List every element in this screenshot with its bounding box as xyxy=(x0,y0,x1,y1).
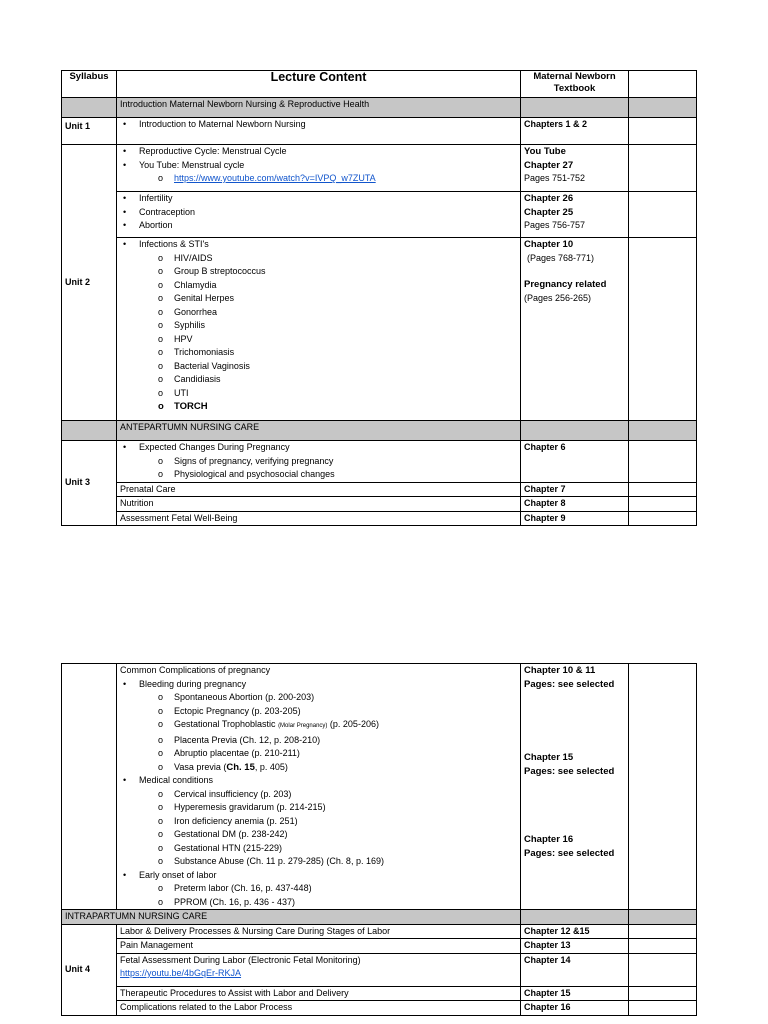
header-syllabus: Syllabus xyxy=(62,71,117,98)
unit2-block1-content xyxy=(117,145,521,192)
list-item: o Preterm labor (Ch. 16, p. 437-448) xyxy=(120,882,517,896)
section-row-intrapartum xyxy=(62,910,697,925)
section-row-intro xyxy=(62,98,697,118)
unit3-row-3: Nutrition Chapter 8 xyxy=(62,497,697,512)
list-item: o Gonorrhea xyxy=(120,306,517,320)
unit3-assessment: Assessment Fetal Well-Being xyxy=(117,511,521,526)
list-item: o Vasa previa (Ch. 15, p. 405) xyxy=(120,761,517,775)
list-item: o Trichomoniasis xyxy=(120,346,517,360)
header-lecture-content: Lecture Content xyxy=(117,71,521,98)
youtube-menstrual-link[interactable]: https://www.youtube.com/watch?v=IVPQ_w7ZUTA xyxy=(174,173,376,183)
unit3-label: Unit 3 xyxy=(62,441,117,526)
section-title-intro: Introduction Maternal Newborn Nursing & Reproductive Health xyxy=(117,98,521,118)
unit3-prenatal: Prenatal Care xyxy=(117,482,521,497)
list-item: • Abortion xyxy=(120,219,517,233)
list-item: o Group B streptococcus xyxy=(120,265,517,279)
list-item: o UTI xyxy=(120,387,517,401)
list-item: • Infertility xyxy=(120,192,517,206)
unit4-row-4: Therapeutic Procedures to Assist with Labor and Delivery Chapter 15 xyxy=(62,986,697,1001)
list-item: o Abruptio placentae (p. 210-211) xyxy=(120,747,517,761)
list-item: o Signs of pregnancy, verifying pregnancy xyxy=(120,455,517,469)
list-item xyxy=(120,172,517,186)
unit3-row-2: Prenatal Care Chapter 7 xyxy=(62,482,697,497)
unit4-row-5: Complications related to the Labor Process Chapter 16 xyxy=(62,1001,697,1016)
unit3-row-1 xyxy=(62,441,697,483)
list-item: o Iron deficiency anemia (p. 251) xyxy=(120,815,517,829)
unit1-content xyxy=(117,118,521,145)
unit1-row xyxy=(62,118,697,145)
unit2-row-3 xyxy=(62,238,697,421)
unit3-nutrition: Nutrition xyxy=(117,497,521,512)
list-item: o Candidiasis xyxy=(120,373,517,387)
list-item: o Hyperemesis gravidarum (p. 214-215) xyxy=(120,801,517,815)
list-item: o Gestational HTN (215-229) xyxy=(120,842,517,856)
complications-ref: Chapter 10 & 11 Pages: see selected Chapter 15 Pages: see selected Chapter 16 Pages: see selected xyxy=(521,664,629,910)
list-item: • Contraception xyxy=(120,206,517,220)
unit2-block3-content xyxy=(117,238,521,421)
list-item: o Placenta Previa (Ch. 12, p. 208-210) xyxy=(120,734,517,748)
unit2-block2-ref: Chapter 26 Chapter 25 Pages 756-757 xyxy=(521,192,629,238)
unit4-row-2: Pain Management Chapter 13 xyxy=(62,939,697,954)
unit1-label: Unit 1 xyxy=(62,118,117,145)
list-item: o Ectopic Pregnancy (p. 203-205) xyxy=(120,705,517,719)
list-item: • Reproductive Cycle: Menstrual Cycle xyxy=(120,145,517,159)
unit2-row-2 xyxy=(62,192,697,238)
section-row-antepartum xyxy=(62,421,697,441)
list-item: o Spontaneous Abortion (p. 200-203) xyxy=(120,691,517,705)
schedule-table-page-1 xyxy=(61,70,697,526)
section-title-intrapartum: INTRAPARTUMN NURSING CARE xyxy=(62,910,521,925)
unit1-ref: Chapters 1 & 2 xyxy=(521,118,629,145)
list-item: o Gestational Trophoblastic (Molar Pregnancy) (p. 205-206) xyxy=(120,718,517,734)
list-item: o Substance Abuse (Ch. 11 p. 279-285) (Ch. 8, p. 169) xyxy=(120,855,517,869)
list-item: o Syphilis xyxy=(120,319,517,333)
list-item: o Physiological and psychosocial changes xyxy=(120,468,517,482)
list-item: • Introduction to Maternal Newborn Nursing xyxy=(120,118,517,132)
section-title-antepartum: ANTEPARTUMN NURSING CARE xyxy=(117,421,521,441)
complications-content: Common Complications of pregnancy • Bleeding during pregnancy o Spontaneous Abortion (p. 200-203) o Ectopic Pregnancy (p. 203-205) o Gestational Trophoblastic (Molar Pregnancy) (p. 205-206) o Placenta Previa (Ch. 12, p. 208-210) o Abruptio placentae (p. 210-211) o Vasa previa (Ch. 15, p. 405) • Medical conditions o Cervical insufficiency (p. 203) o Hyperemesis gravidarum (p. 214-215) o Iron deficiency anemia (p. 251) o Gestational DM (p. 238-242) o Gestational HTN (215-229) o Substance Abuse (Ch. 11 p. 279-285) (Ch. 8, p. 169) • Early onset of labor o Preterm labor (Ch. 16, p. 437-448) o PPROM (Ch. 16, p. 436 - 437) xyxy=(117,664,521,910)
list-item: • Infections & STI's xyxy=(120,238,517,252)
header-empty xyxy=(629,71,697,98)
list-item: • You Tube: Menstrual cycle xyxy=(120,159,517,173)
unit2-label: Unit 2 xyxy=(62,145,117,421)
list-item: o HPV xyxy=(120,333,517,347)
list-item: o HIV/AIDS xyxy=(120,252,517,266)
unit3-expected-content xyxy=(117,441,521,483)
list-item: o Chlamydia xyxy=(120,279,517,293)
list-item: o PPROM (Ch. 16, p. 436 - 437) xyxy=(120,896,517,910)
unit2-block2-content xyxy=(117,192,521,238)
list-item: o Bacterial Vaginosis xyxy=(120,360,517,374)
complications-row xyxy=(62,664,697,910)
unit4-row-3: Fetal Assessment During Labor (Electronic Fetal Monitoring) https://youtu.be/4bGqEr-RKJA Chapter 14 xyxy=(62,953,697,986)
list-item: • Medical conditions xyxy=(120,774,517,788)
unit4-row-1: Unit 4 Labor & Delivery Processes & Nursing Care During Stages of Labor Chapter 12 &15 xyxy=(62,924,697,939)
unit4-label: Unit 4 xyxy=(62,924,117,1015)
unit3-row-4: Assessment Fetal Well-Being Chapter 9 xyxy=(62,511,697,526)
list-item: • Bleeding during pregnancy xyxy=(120,678,517,692)
header-textbook: Maternal Newborn Textbook xyxy=(521,71,629,98)
unit2-block3-ref: Chapter 10 (Pages 768-771) Pregnancy related (Pages 256-265) xyxy=(521,238,629,421)
list-item: o Cervical insufficiency (p. 203) xyxy=(120,788,517,802)
unit3-expected-ref: Chapter 6 xyxy=(521,441,629,483)
list-item: o Gestational DM (p. 238-242) xyxy=(120,828,517,842)
youtu-be-fetal-monitoring-link[interactable]: https://youtu.be/4bGqEr-RKJA xyxy=(120,968,242,978)
list-item: • Expected Changes During Pregnancy xyxy=(120,441,517,455)
schedule-table-page-2 xyxy=(61,663,697,1016)
header-row xyxy=(62,71,697,98)
unit2-block1-ref: You Tube Chapter 27 Pages 751-752 xyxy=(521,145,629,192)
list-item: o TORCH xyxy=(120,400,517,414)
list-item: • Early onset of labor xyxy=(120,869,517,883)
list-item: o Genital Herpes xyxy=(120,292,517,306)
unit2-row-1 xyxy=(62,145,697,192)
